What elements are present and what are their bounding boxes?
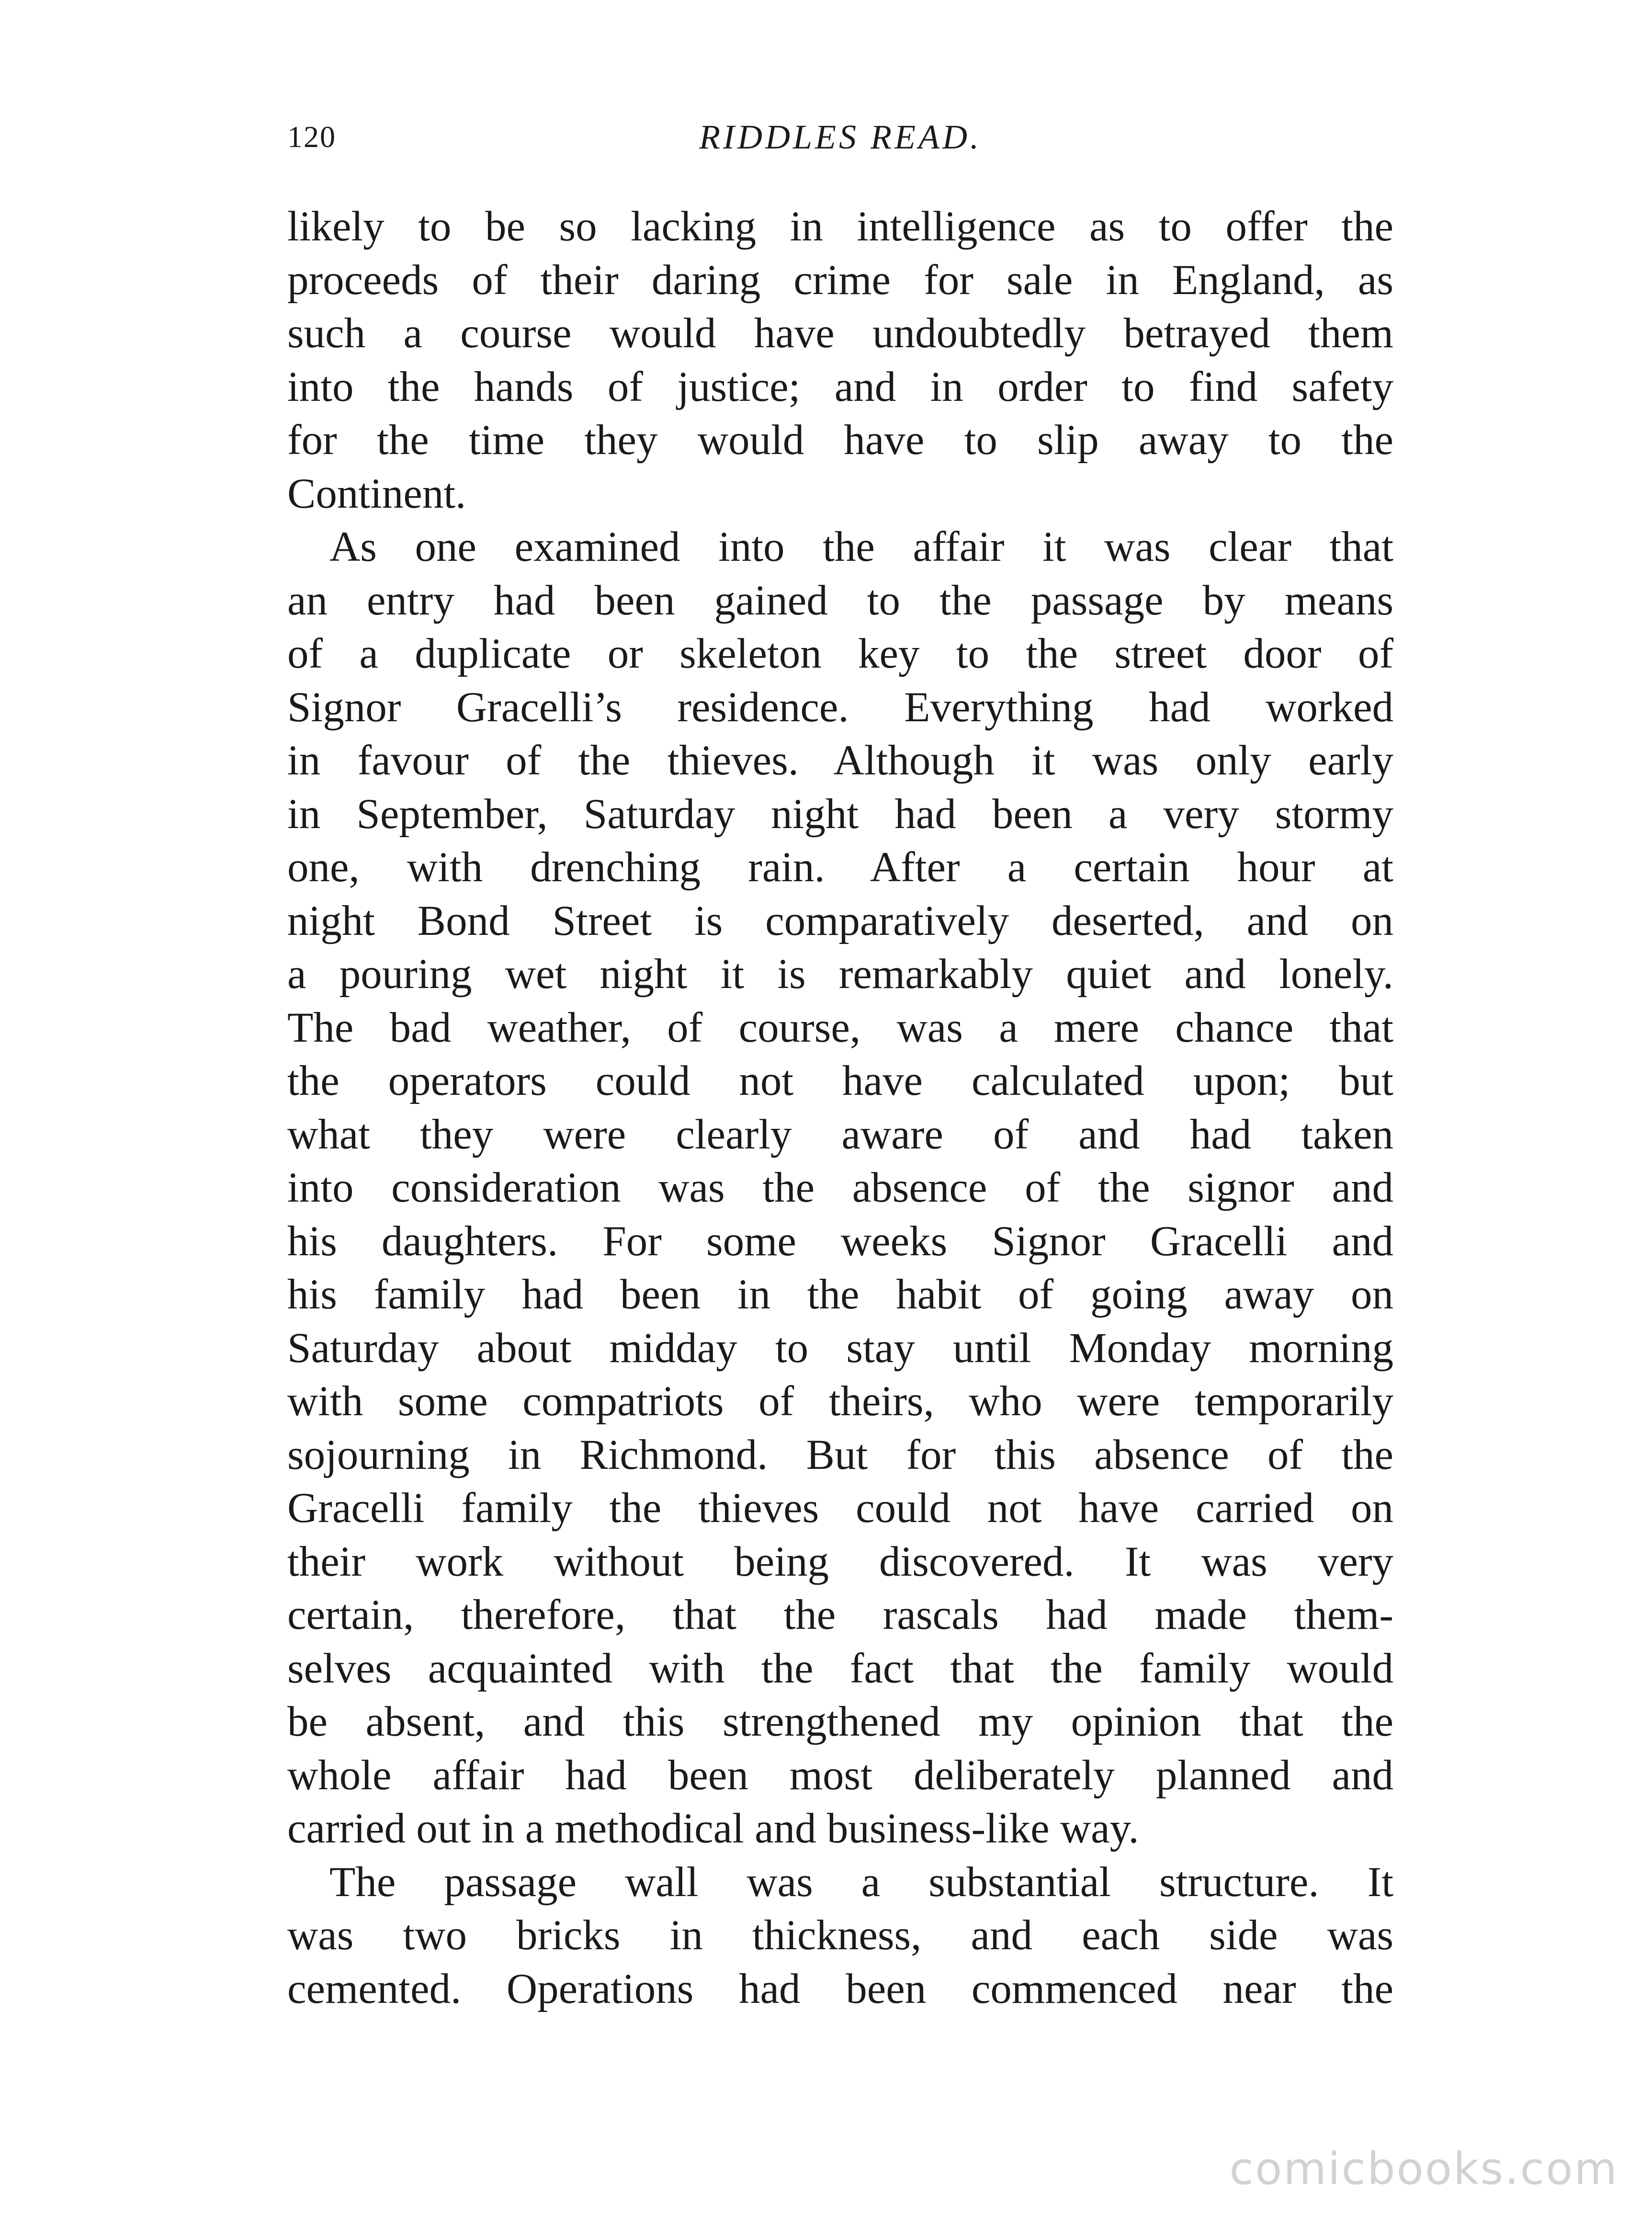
text-line: Continent. [287,470,466,517]
body-text [287,200,1393,2016]
text-line: Gracelli family the thieves could not have carried on [287,1485,1393,1532]
page-header [287,113,1393,161]
text-line: The bad weather, of course, was a mere chance that [287,1004,1393,1051]
text-line: into the hands of justice; and in order to find safety [287,363,1393,410]
text-line: a pouring wet night it is remarkably quiet and lonely. [287,951,1393,998]
text-line: night Bond Street is comparatively deserted, and on [287,897,1393,944]
text-line: proceeds of their daring crime for sale in England, as [287,256,1393,304]
paragraph-3 [287,1856,1393,2016]
watermark-logo: comicbooks.com [1229,2143,1618,2194]
text-line: his family had been in the habit of going away on [287,1271,1393,1318]
text-line: such a course would have undoubtedly betrayed them [287,310,1393,357]
text-line: selves acquainted with the fact that the family would [287,1645,1393,1692]
text-line: Saturday about midday to stay until Monday morning [287,1324,1393,1372]
text-line: his daughters. For some weeks Signor Gracelli and [287,1217,1393,1265]
text-line: in September, Saturday night had been a very stormy [287,790,1393,838]
paragraph-2 [287,521,1393,1856]
text-line: Signor Gracelli’s residence. Everything had worked [287,683,1393,731]
text-line: be absent, and this strengthened my opinion that the [287,1698,1393,1745]
text-line: The passage wall was a substantial structure. It [329,1858,1393,1906]
text-line: cemented. Operations had been commenced near the [287,1965,1393,2012]
text-line: whole affair had been most deliberately planned and [287,1751,1393,1799]
text-line: certain, therefore, that the rascals had made them- [287,1591,1393,1638]
text-line: in favour of the thieves. Although it was only early [287,737,1393,784]
text-line: into consideration was the absence of the signor and [287,1164,1393,1211]
text-line: for the time they would have to slip away to the [287,417,1393,464]
text-line: with some compatriots of theirs, who were temporarily [287,1378,1393,1425]
text-line: was two bricks in thickness, and each side was [287,1912,1393,1959]
text-line: what they were clearly aware of and had taken [287,1111,1393,1158]
text-line: As one examined into the affair it was clear that [329,523,1393,570]
paragraph-1 [287,200,1393,521]
text-line: one, with drenching rain. After a certain hour at [287,844,1393,891]
running-title: RIDDLES READ. [699,118,982,156]
text-line: an entry had been gained to the passage by means [287,577,1393,624]
text-line: sojourning in Richmond. But for this absence of the [287,1431,1393,1478]
text-line: likely to be so lacking in intelligence as to offer the [287,203,1393,250]
text-line: of a duplicate or skeleton key to the street door of [287,630,1393,677]
text-line: the operators could not have calculated upon; but [287,1057,1393,1104]
text-line: carried out in a methodical and business-like way. [287,1805,1139,1852]
page-number: 120 [287,120,336,154]
text-line: their work without being discovered. It was very [287,1538,1393,1585]
